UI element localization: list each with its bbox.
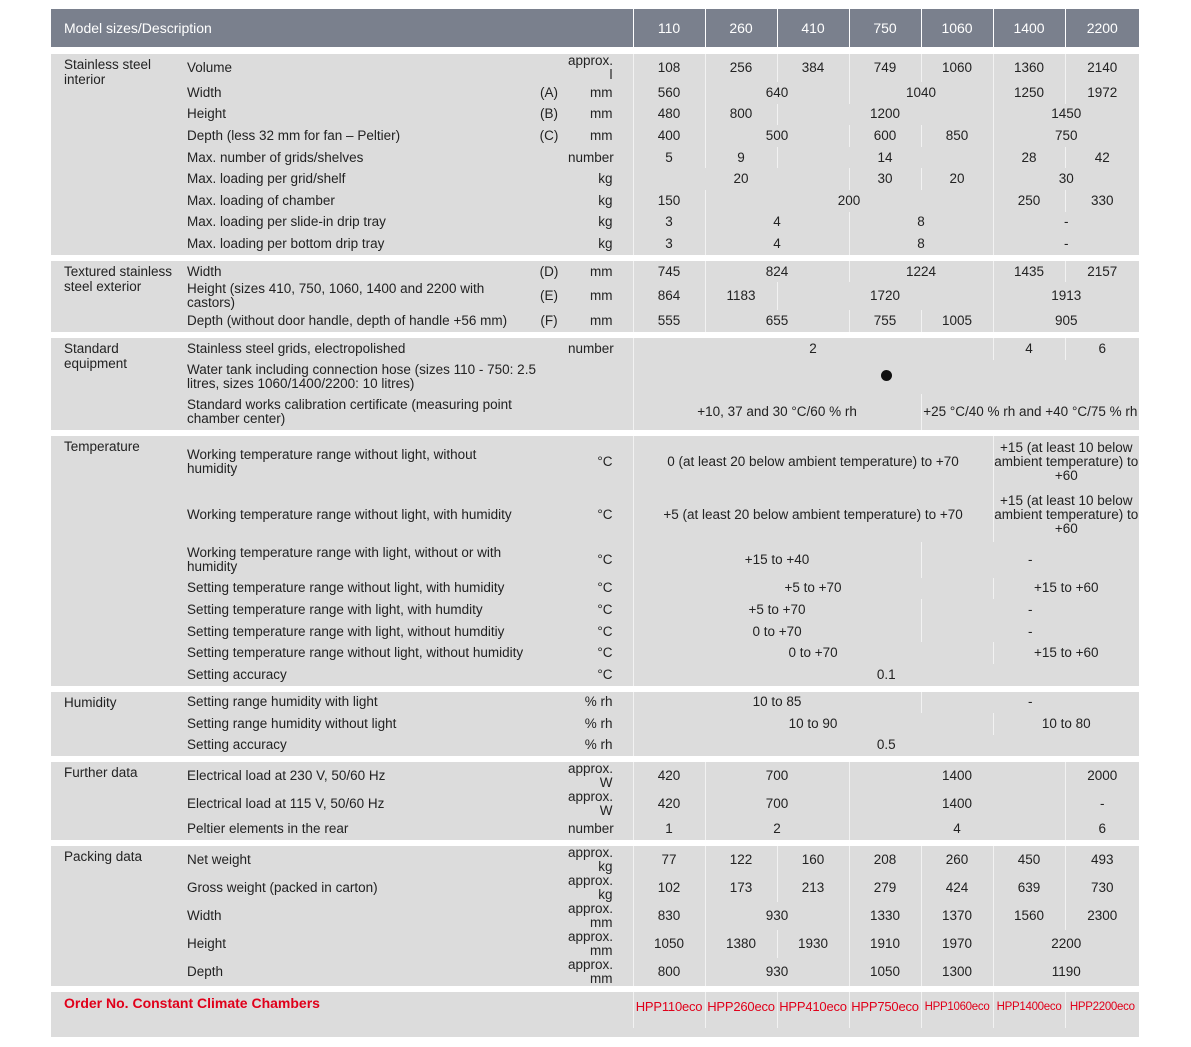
value-cell: 14 — [777, 147, 993, 169]
value-cell: 420 — [633, 790, 705, 818]
unit-label: number — [568, 147, 633, 169]
value-cell: 2140 — [1065, 54, 1139, 82]
unit-label: °C — [568, 542, 633, 578]
unit-label: kg — [568, 190, 633, 212]
order-number: HPP750eco — [849, 992, 921, 1028]
value-cell: 1190 — [993, 958, 1139, 986]
param-label: Working temperature range without light, with humidity — [181, 488, 530, 542]
value-cell: 905 — [993, 310, 1139, 332]
value-cell: +5 (at least 20 below ambient temperature) to +70 — [633, 488, 993, 542]
value-cell: 122 — [705, 846, 777, 874]
table-row — [51, 394, 1139, 430]
table-row — [51, 82, 1139, 104]
value-cell: 1050 — [633, 930, 705, 958]
value-cell: 0 to +70 — [633, 621, 921, 643]
table-row — [51, 104, 1139, 126]
value-cell: 0 to +70 — [633, 642, 993, 664]
value-cell: 3 — [633, 212, 705, 234]
value-cell: 4 — [705, 233, 849, 255]
order-number: HPP1060eco — [921, 992, 993, 1028]
value-cell: 330 — [1065, 190, 1139, 212]
table-row — [51, 578, 1139, 600]
value-cell: 1360 — [993, 54, 1065, 82]
param-label: Width — [181, 902, 530, 930]
value-cell: 1330 — [849, 902, 921, 930]
header-model: 1060 — [921, 9, 993, 48]
value-cell: 800 — [705, 104, 777, 126]
param-label: Setting range humidity without light — [181, 713, 530, 735]
value-cell: 1300 — [921, 958, 993, 986]
dimension-ref: (F) — [530, 310, 568, 332]
param-label: Gross weight (packed in carton) — [181, 874, 530, 902]
dimension-ref: (D) — [530, 261, 568, 283]
param-label: Net weight — [181, 846, 530, 874]
param-label: Electrical load at 115 V, 50/60 Hz — [181, 790, 530, 818]
param-label: Max. loading per bottom drip tray — [181, 233, 530, 255]
unit-label: °C — [568, 621, 633, 643]
value-cell: - — [993, 233, 1139, 255]
table-row — [51, 168, 1139, 190]
unit-label: number — [568, 338, 633, 360]
value-cell: 1183 — [705, 282, 777, 310]
section-label: Humidity — [51, 692, 181, 757]
value-cell: 384 — [777, 54, 849, 82]
order-number: HPP260eco — [705, 992, 777, 1028]
param-label: Max. loading per grid/shelf — [181, 168, 530, 190]
value-cell: 4 — [993, 338, 1065, 360]
section-label: Standard equipment — [51, 338, 181, 430]
unit-label: kg — [568, 212, 633, 234]
value-cell: +5 to +70 — [633, 599, 921, 621]
value-cell: +15 (at least 10 below ambient temperature) to +60 — [993, 436, 1139, 488]
value-cell: 213 — [777, 874, 849, 902]
unit-label: approx. l — [568, 54, 633, 82]
header-model: 1400 — [993, 9, 1065, 48]
header-model: 2200 — [1065, 9, 1139, 48]
value-cell: 30 — [993, 168, 1139, 190]
param-label: Setting accuracy — [181, 735, 530, 757]
table-row — [51, 930, 1139, 958]
value-cell: 4 — [705, 212, 849, 234]
value-cell: 700 — [705, 790, 849, 818]
value-cell: 1560 — [993, 902, 1065, 930]
unit-label: °C — [568, 488, 633, 542]
param-label: Water tank including connection hose (sizes 110 - 750: 2.5 litres, sizes 1060/1400/2200: 10 litres) — [181, 360, 568, 394]
table-row — [51, 310, 1139, 332]
value-cell: 208 — [849, 846, 921, 874]
value-cell: 10 to 90 — [633, 713, 993, 735]
value-cell: 9 — [705, 147, 777, 169]
value-cell: 493 — [1065, 846, 1139, 874]
value-cell: 830 — [633, 902, 705, 930]
value-cell: 8 — [849, 233, 993, 255]
value-cell: 4 — [849, 818, 1065, 840]
table-row — [51, 621, 1139, 643]
value-cell: 1224 — [849, 261, 993, 283]
param-label: Max. loading of chamber — [181, 190, 530, 212]
spec-table — [51, 9, 1139, 1028]
value-cell: 1450 — [993, 104, 1139, 126]
value-cell: - — [993, 212, 1139, 234]
header-model: 110 — [633, 9, 705, 48]
value-cell: 1005 — [921, 310, 993, 332]
value-cell: 10 to 80 — [993, 713, 1139, 735]
value-cell: 450 — [993, 846, 1065, 874]
value-cell: 10 to 85 — [633, 692, 921, 714]
unit-label: mm — [568, 310, 633, 332]
header-model: 750 — [849, 9, 921, 48]
value-cell: +10, 37 and 30 °C/60 % rh — [633, 394, 921, 430]
value-cell: 560 — [633, 82, 705, 104]
value-cell: 730 — [1065, 874, 1139, 902]
value-cell: - — [1065, 790, 1139, 818]
unit-label: mm — [568, 125, 633, 147]
order-number: HPP2200eco — [1065, 992, 1139, 1028]
table-row — [51, 190, 1139, 212]
table-row — [51, 233, 1139, 255]
param-label: Setting range humidity with light — [181, 692, 530, 714]
param-label: Depth (without door handle, depth of handle +56 mm) — [181, 310, 530, 332]
included-cell — [633, 360, 1139, 394]
table-row — [51, 902, 1139, 930]
value-cell: 42 — [1065, 147, 1139, 169]
section-label: Temperature — [51, 436, 181, 686]
value-cell: 1972 — [1065, 82, 1139, 104]
value-cell: 600 — [849, 125, 921, 147]
dimension-ref: (B) — [530, 104, 568, 126]
table-row — [51, 713, 1139, 735]
order-row — [51, 992, 1139, 1028]
param-label: Peltier elements in the rear — [181, 818, 530, 840]
table-row — [51, 542, 1139, 578]
value-cell: - — [921, 599, 1139, 621]
value-cell: 250 — [993, 190, 1065, 212]
param-label: Height (sizes 410, 750, 1060, 1400 and 2200 with castors) — [181, 282, 530, 310]
value-cell: 1720 — [777, 282, 993, 310]
unit-label: approx. mm — [568, 902, 633, 930]
order-number: HPP110eco — [633, 992, 705, 1028]
value-cell: 77 — [633, 846, 705, 874]
value-cell: 1930 — [777, 930, 849, 958]
param-label: Setting temperature range without light, with humidity — [181, 578, 530, 600]
section-label: Packing data — [51, 846, 181, 986]
value-cell: 1400 — [849, 762, 1065, 790]
value-cell: 1913 — [993, 282, 1139, 310]
value-cell: 640 — [705, 82, 849, 104]
unit-label: % rh — [568, 713, 633, 735]
value-cell: 1060 — [921, 54, 993, 82]
unit-label: kg — [568, 233, 633, 255]
unit-label: % rh — [568, 735, 633, 757]
unit-label: mm — [568, 261, 633, 283]
value-cell: 1050 — [849, 958, 921, 986]
value-cell: 1400 — [849, 790, 1065, 818]
unit-label: kg — [568, 168, 633, 190]
param-label: Setting accuracy — [181, 664, 530, 686]
param-label: Width — [181, 82, 530, 104]
value-cell: 200 — [705, 190, 993, 212]
param-label: Setting temperature range with light, with humdity — [181, 599, 530, 621]
value-cell: 2200 — [993, 930, 1139, 958]
value-cell: 8 — [849, 212, 993, 234]
value-cell: 2 — [705, 818, 849, 840]
header-row — [51, 9, 1139, 48]
dimension-ref: (A) — [530, 82, 568, 104]
value-cell: 160 — [777, 846, 849, 874]
value-cell: 750 — [993, 125, 1139, 147]
value-cell: 2 — [633, 338, 993, 360]
param-label: Stainless steel grids, electropolished — [181, 338, 530, 360]
table-row — [51, 735, 1139, 757]
value-cell: 1370 — [921, 902, 993, 930]
value-cell: 0.1 — [633, 664, 1139, 686]
value-cell: 864 — [633, 282, 705, 310]
value-cell: 850 — [921, 125, 993, 147]
table-row — [51, 338, 1139, 360]
param-label: Depth — [181, 958, 530, 986]
unit-label: °C — [568, 664, 633, 686]
param-label: Working temperature range without light, without humidity — [181, 436, 530, 488]
value-cell: 102 — [633, 874, 705, 902]
param-label: Electrical load at 230 V, 50/60 Hz — [181, 762, 530, 790]
value-cell: 3 — [633, 233, 705, 255]
table-row — [51, 488, 1139, 542]
table-row — [51, 958, 1139, 986]
value-cell: +15 to +60 — [993, 578, 1139, 600]
param-label: Depth (less 32 mm for fan – Peltier) — [181, 125, 530, 147]
value-cell: 2157 — [1065, 261, 1139, 283]
table-row — [51, 762, 1139, 790]
value-cell: +15 to +40 — [633, 542, 921, 578]
value-cell: 480 — [633, 104, 705, 126]
value-cell: 30 — [849, 168, 921, 190]
value-cell: 20 — [921, 168, 993, 190]
table-row — [51, 54, 1139, 82]
unit-label: approx. W — [568, 790, 633, 818]
value-cell: 150 — [633, 190, 705, 212]
value-cell: 2300 — [1065, 902, 1139, 930]
unit-label: mm — [568, 82, 633, 104]
value-cell: 0.5 — [633, 735, 1139, 757]
value-cell: 655 — [705, 310, 849, 332]
value-cell: 0 (at least 20 below ambient temperature) to +70 — [633, 436, 993, 488]
header-description: Model sizes/Description — [51, 9, 633, 48]
value-cell: +15 (at least 10 below ambient temperature) to +60 — [993, 488, 1139, 542]
unit-label: number — [568, 818, 633, 840]
value-cell: 28 — [993, 147, 1065, 169]
unit-label: approx. mm — [568, 930, 633, 958]
value-cell: 108 — [633, 54, 705, 82]
value-cell: - — [921, 542, 1139, 578]
table-row — [51, 846, 1139, 874]
value-cell: 745 — [633, 261, 705, 283]
included-dot-icon — [881, 370, 892, 381]
order-number: HPP410eco — [777, 992, 849, 1028]
table-row — [51, 818, 1139, 840]
unit-label: approx. W — [568, 762, 633, 790]
unit-label: approx. kg — [568, 846, 633, 874]
value-cell: 2000 — [1065, 762, 1139, 790]
value-cell: 824 — [705, 261, 849, 283]
value-cell: 1910 — [849, 930, 921, 958]
table-row — [51, 874, 1139, 902]
param-label: Setting temperature range with light, without humditiy — [181, 621, 530, 643]
section-label: Further data — [51, 762, 181, 840]
table-row — [51, 125, 1139, 147]
param-label: Max. loading per slide-in drip tray — [181, 212, 530, 234]
value-cell: 6 — [1065, 818, 1139, 840]
param-label: Standard works calibration certificate (measuring point chamber center) — [181, 394, 568, 430]
unit-label: mm — [568, 104, 633, 126]
param-label: Height — [181, 930, 530, 958]
param-label: Width — [181, 261, 530, 283]
value-cell: +15 to +60 — [993, 642, 1139, 664]
unit-label: approx. mm — [568, 958, 633, 986]
table-row — [51, 147, 1139, 169]
value-cell: - — [921, 621, 1139, 643]
value-cell: 173 — [705, 874, 777, 902]
value-cell: 5 — [633, 147, 705, 169]
unit-label: °C — [568, 642, 633, 664]
table-row — [51, 436, 1139, 488]
value-cell: 930 — [705, 902, 849, 930]
table-row — [51, 642, 1139, 664]
order-label: Order No. Constant Climate Chambers — [51, 992, 633, 1028]
value-cell: 1380 — [705, 930, 777, 958]
value-cell: 755 — [849, 310, 921, 332]
table-row — [51, 261, 1139, 283]
unit-label: approx. kg — [568, 874, 633, 902]
value-cell: 639 — [993, 874, 1065, 902]
header-model: 260 — [705, 9, 777, 48]
value-cell: 1 — [633, 818, 705, 840]
value-cell: 279 — [849, 874, 921, 902]
order-number: HPP1400eco — [993, 992, 1065, 1028]
unit-label: mm — [568, 282, 633, 310]
table-row — [51, 599, 1139, 621]
value-cell: 6 — [1065, 338, 1139, 360]
value-cell: 1200 — [777, 104, 993, 126]
unit-label: °C — [568, 436, 633, 488]
param-label: Height — [181, 104, 530, 126]
dimension-ref: (E) — [530, 282, 568, 310]
value-cell: 424 — [921, 874, 993, 902]
value-cell: 1970 — [921, 930, 993, 958]
value-cell: 749 — [849, 54, 921, 82]
value-cell: 500 — [705, 125, 849, 147]
value-cell: 20 — [633, 168, 849, 190]
value-cell: 1250 — [993, 82, 1065, 104]
value-cell: 1435 — [993, 261, 1065, 283]
value-cell: 420 — [633, 762, 705, 790]
value-cell: 260 — [921, 846, 993, 874]
value-cell: +5 to +70 — [633, 578, 993, 600]
table-row — [51, 360, 1139, 394]
value-cell: 555 — [633, 310, 705, 332]
table-row — [51, 790, 1139, 818]
value-cell: +25 °C/40 % rh and +40 °C/75 % rh — [921, 394, 1139, 430]
param-label: Working temperature range with light, without or with humidity — [181, 542, 530, 578]
param-label: Volume — [181, 54, 530, 82]
param-label: Max. number of grids/shelves — [181, 147, 530, 169]
table-row — [51, 692, 1139, 714]
value-cell: 400 — [633, 125, 705, 147]
table-row — [51, 664, 1139, 686]
section-label: Stainless steel interior — [51, 54, 181, 255]
value-cell: 1040 — [849, 82, 993, 104]
table-row — [51, 212, 1139, 234]
dimension-ref: (C) — [530, 125, 568, 147]
unit-label: °C — [568, 599, 633, 621]
table-row — [51, 282, 1139, 310]
value-cell: 930 — [705, 958, 849, 986]
section-label: Textured stainless steel exterior — [51, 261, 181, 332]
header-model: 410 — [777, 9, 849, 48]
value-cell: 700 — [705, 762, 849, 790]
unit-label: °C — [568, 578, 633, 600]
value-cell: - — [921, 692, 1139, 714]
value-cell: 800 — [633, 958, 705, 986]
value-cell: 256 — [705, 54, 777, 82]
unit-label: % rh — [568, 692, 633, 714]
param-label: Setting temperature range without light, without humidity — [181, 642, 530, 664]
